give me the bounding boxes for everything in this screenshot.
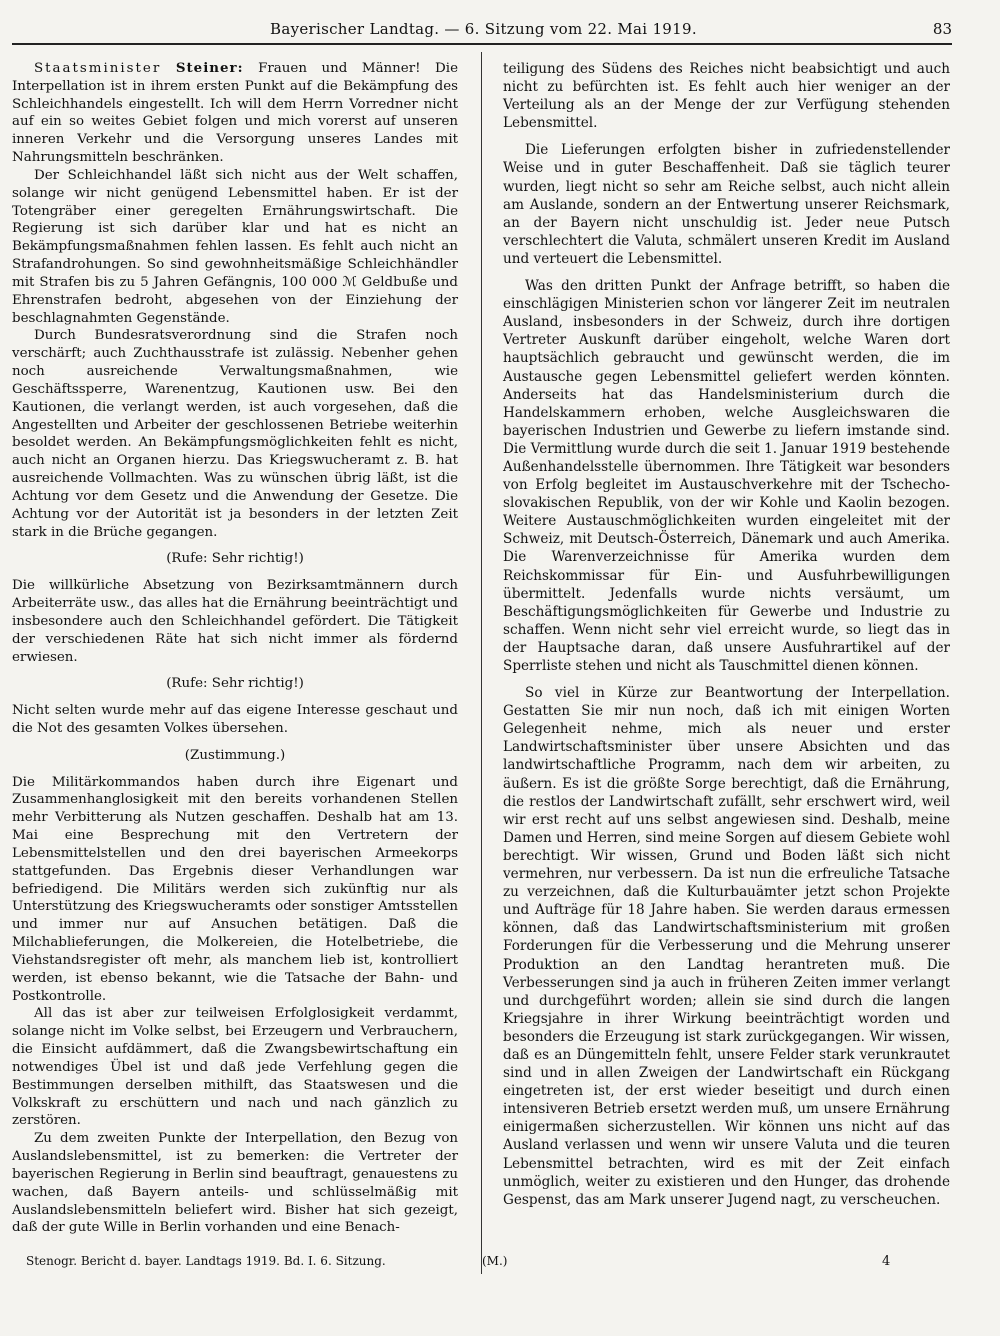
right-column — [503, 60, 950, 1209]
interjection: (Rufe: Sehr richtig!) — [166, 551, 304, 567]
speaker-name: Steiner: — [175, 60, 244, 76]
header-rule — [12, 43, 952, 45]
interjection: (Zustimmung.) — [184, 747, 286, 763]
paragraph: Zu dem zweiten Punkte der Interpellation, den Bezug von Auslandslebensmittel, ist zu bemerken: die Vertreter der bayerischen Regierung in Berlin sind beauftragt, genauestens zu wachen, daß Bayern anteils- und schlüsselmäßig mit Auslandslebensmitteln beliefert wird. Bisher hat sich gezeigt, daß der gute Wille in Berlin vorhanden und eine Benach- — [12, 1131, 458, 1236]
interjection: (Rufe: Sehr richtig!) — [166, 676, 304, 692]
page-footer — [12, 1254, 952, 1274]
paragraph: Was den dritten Punkt der Anfrage betrifft, so haben die einschlägigen Ministerien schon vor längerer Zeit im neutralen Ausland, insbesonders in der Schweiz, durch ihre dortigen Vertreter Auskunft darüber eingeholt, welche Waren dort hauptsächlich gebraucht und gewünscht werden, die im Austausche gegen Lebensmittel geliefert werden könnten. Anderseits hat das Handelsministerium durch die Handelskammern erhoben, welche Ausgleichswaren die bayerischen Industrien und Gewerbe zu liefern imstande sind. Die Vermittlung wurde durch die seit 1. Januar 1919 bestehende Außenhandelsstelle übernommen. Ihre Tätigkeit war besonders von Erfolg begleitet im Austauschverkehre mit der Tschecho-slovakischen Republik, von der wir Kohle und Kaolin bezogen. Weitere Austauschmöglichkeiten wurden eingeleitet mit der Schweiz, mit Deutsch-Österreich, Dänemark und auch Amerika. Die Warenverzeichnisse für Amerika wurden dem Reichskommissar für Ein- und Ausfuhrbewilligungen übermittelt. Jedenfalls wurde nichts versäumt, um Beschäftigungsmöglichkeiten für Gewerbe und Industrie zu schaffen. Wenn nicht sehr viel erreicht wurde, so liegt das in der Hauptsache daran, daß unsere Ausfuhrartikel auf der Sperrliste stehen und nicht als Tauschmittel dienen können. — [503, 278, 950, 674]
paragraph: teiligung des Südens des Reiches nicht beabsichtigt und auch nicht zu befürchten ist. Es fehlt auch hier weniger an der Verteilung als an der Menge der zur Verfügung stehenden Lebensmittel. — [503, 61, 950, 132]
paragraph: Die willkürliche Absetzung von Bezirksamtmännern durch Arbeiterräte usw., das alles hat die Ernährung beeinträchtigt und insbesondere auch den Schleichhandel gefördert. Die Tätigkeit der verschiedenen Räte hat sich nicht immer als fördernd erwiesen. — [12, 578, 459, 665]
running-header — [12, 18, 952, 42]
footer-citation: Stenogr. Bericht d. bayer. Landtags 1919. Bd. I. 6. Sitzung. — [26, 1254, 386, 1268]
paragraph-text: Frauen und Männer! Die Interpellation ist in ihrem ersten Punkt auf die Bekämpfung des Schleichhandels eingestellt. Ich will dem Herrn Vorredner nicht auf ein so weites Gebiet folgen und mich vorerst auf unseren inneren Verkehr und die Versorgung unseres Landes mit Nahrungsmitteln beschränken. — [12, 61, 459, 166]
page-number: 83 — [932, 20, 952, 38]
speaker-role: Staatsminister — [34, 61, 162, 76]
paragraph: Der Schleichhandel läßt sich nicht aus der Welt schaffen, solange wir nicht genügend Lebensmittel haben. Er ist der Totengräber einer geregelten Ernährungswirtschaft. Die Regierung ist sich darüber klar und hat es nicht an Bekämpfungsmaßnahmen fehlen lassen. Es fehlt auch nicht an Strafandrohungen. So sind gewohnheitsmäßige Schleichhändler mit Strafen bis zu 5 Jahren Gefängnis, 100 000 ℳ Geldbuße und Ehrenstrafen bedroht, abgesehen von der Einziehung der beschlagnahmten Gegenstände. — [12, 167, 458, 326]
paragraph — [12, 60, 458, 167]
paragraph: All das ist aber zur teilweisen Erfolglosigkeit verdammt, solange nicht im Volke selbst, bei Erzeugern und Verbrauchern, die Einsicht aufdämmert, daß die Zwangsbewirtschaftung ein notwendiges Übel ist und daß jede Verfehlung gegen die Bestimmungen derselben mithilft, das Staatswesen und die Volkskraft zu erschüttern und nach und nach gänzlich zu zerstören. — [12, 1006, 458, 1129]
paragraph: Durch Bundesratsverordnung sind die Strafen noch verschärft; auch Zuchthausstrafe ist zulässig. Nebenher gehen noch ausreichende Verwaltungsmaßnahmen, wie Geschäftssperre, Warenentzug, Kautionen usw. Bei den Kautionen, die verlangt werden, ist auch vorgesehen, daß die Angestellten und Arbeiter der geschlossenen Betriebe weiterhin besoldet werden. An Bekämpfungsmöglichkeiten fehlt es nicht, auch nicht an Organen hierzu. Das Kriegswucheramt z. B. hat ausreichende Vollmachten. Was zu wünschen übrig läßt, ist die Achtung vor dem Gesetz und die Anwendung der Gesetze. Die Achtung vor der Autorität ist ja besonders in der letzten Zeit stark in die Brüche gegangen. — [12, 328, 458, 540]
running-title: Bayerischer Landtag. — 6. Sitzung vom 22. Mai 1919. — [270, 20, 697, 38]
paragraph: Nicht selten wurde mehr auf das eigene Interesse geschaut und die Not des gesamten Volkes übersehen. — [12, 703, 458, 736]
paragraph: Die Lieferungen erfolgten bisher in zufriedenstellender Weise und in guter Beschaffenheit. Daß sie täglich teurer wurden, liegt nicht so sehr am Reiche selbst, auch nicht allein am Auslande, sondern an der Entwertung unserer Reichsmark, an der Bayern nicht unschuldig ist. Jeder neue Putsch verschlechtert die Valuta, schmälert unseren Kredit im Ausland und verteuert die Lebensmittel. — [503, 142, 950, 267]
footer-signature-mark: (M.) — [482, 1254, 508, 1268]
paragraph: So viel in Kürze zur Beantwortung der Interpellation. Gestatten Sie mir nun noch, daß ich mit einigen Worten Gelegenheit nehme, mich als neuer und erster Landwirtschaftsminister über unsere Absichten und das landwirtschaftliche Programm, nach dem wir arbeiten, zu äußern. Es ist die größte Sorge berechtigt, daß die Ernährung, die restlos der Landwirtschaft zufällt, sehr erschwert wird, weil wir erst recht auf uns selbst angewiesen sind. Deshalb, meine Damen und Herren, sind meine Sorgen auf diesem Gebiete wohl berechtigt. Wir wissen, Grund und Boden läßt sich nicht vermehren, nur verbessern. Da ist nun die erfreuliche Tatsache zu verzeichnen, daß die Kulturbauämter jetzt schon Projekte und Aufträge für 18 Jahre haben. Sie werden daraus ermessen können, daß das Landwirtschaftsministerium mit großen Forderungen für die Verbesserung und die Mehrung unserer Produktion an den Landtag herantreten muß. Die Verbesserungen sind ja auch in früheren Zeiten immer verlangt und durchgeführt worden; allein sie sind durch die langen Kriegsjahre in ihrer Wirkung beeinträchtigt worden und besonders die Erzeugung ist stark zurückgegangen. Wir wissen, daß es an Düngemitteln fehlt, unsere Felder stark verunkrautet sind und in allen Zweigen der Landwirtschaft ein Rückgang eingetreten ist, der erst wieder beseitigt und durch einen intensiveren Betrieb ersetzt werden muß, um unsere Ernährung einigermaßen sicherzustellen. Wir können uns nicht auf das Ausland verlassen und wenn wir unsere Valuta und die teuren Lebensmittel betrachten, wird es mit der Zeit einfach unmöglich, weiter zu existieren und den Hunger, das drohende Gespenst, das am Mark unserer Jugend nagt, zu verscheuchen. — [503, 685, 950, 1208]
footer-sheet-number: 4 — [882, 1254, 891, 1269]
column-divider — [481, 52, 482, 1274]
left-column — [12, 60, 458, 1237]
paragraph: Die Militärkommandos haben durch ihre Eigenart und Zusammenhanglosigkeit mit den bereits vorhandenen Stellen mehr Verbitterung als Nutzen geschaffen. Deshalb hat am 13. Mai eine Besprechung mit den Vertretern der Lebensmittelstellen und den drei bayerischen Armeekorps stattgefunden. Das Ergebnis dieser Verhandlungen war befriedigend. Die Militärs werden sich zukünftig nur als Unterstützung des Kriegswucheramts oder sonstiger Amtsstellen und immer nur auf Ansuchen betätigen. Daß die Milchablieferungen, die Molkereien, die Hotelbetriebe, die Viehstandsregister oft mehr, als manchem lieb ist, kontrolliert werden, ist ebenso bekannt, wie die Tatsache der Bahn- und Postkontrolle. — [12, 774, 458, 1004]
